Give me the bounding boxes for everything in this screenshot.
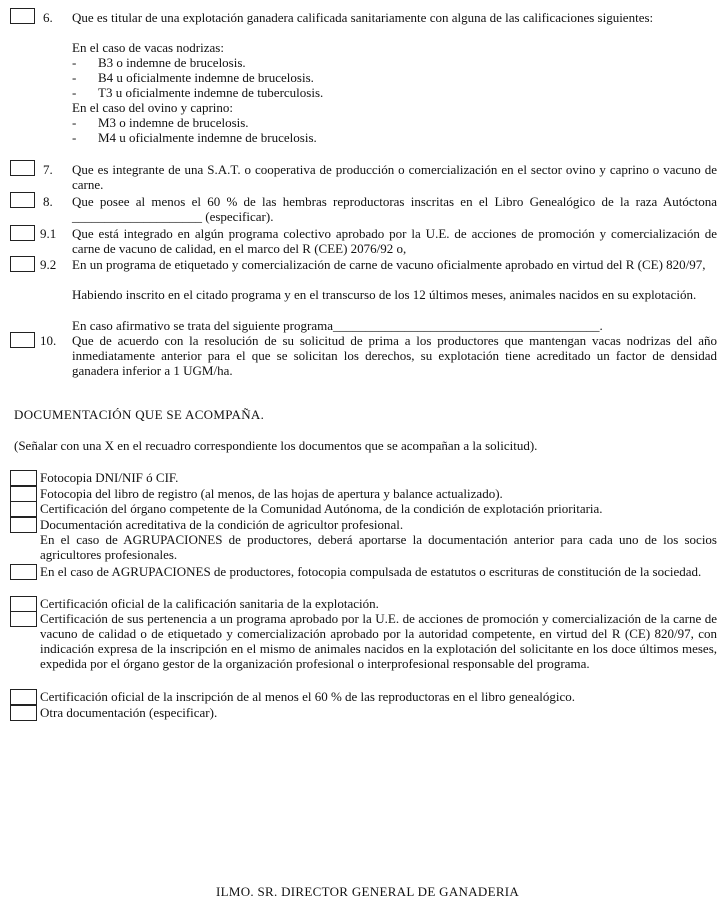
checkbox-doc-libro[interactable] [10,486,37,502]
item-7-text: Que es integrante de una S.A.T. o cooperativa de producción o comercialización en el sector ovino y caprino o vacuno de carne. [72,162,717,192]
doc-item: Fotocopia del libro de registro (al menos, de las hojas de apertura y balance actualizado). [40,486,503,501]
checkbox-item-9-2[interactable] [10,256,35,272]
doc-item: Certificación de sus pertenencia a un programa aprobado por la U.E. de acciones de promoción y comercialización de la carne de vacuno de calidad o de etiquetado y comercialización aprobado por la autoridad competente, en virtud del R (CE) 820/97, con indicación expresa de la inscripción en el mismo de animales nacidos en la explotación del solicitante en los doce últimos meses, expedida por el órgano gestor de la organización profesional o interprofesional responsable del programa. [40,611,717,671]
item-9-2-text2: Habiendo inscrito en el citado programa y en el transcurso de los 12 últimos meses, animales nacidos en su explotación. [72,287,697,302]
checkbox-doc-certificacion[interactable] [10,501,37,517]
doc-heading: DOCUMENTACIÓN QUE SE ACOMPAÑA. [14,407,265,422]
vacas-option: B3 o indemne de brucelosis. [98,55,246,70]
checkbox-item-8[interactable] [10,192,35,208]
item-number: 6. [43,10,53,25]
dash: - [72,130,77,145]
item-6-text: Que es titular de una explotación ganadera calificada sanitariamente con alguna de las calificaciones siguientes: [72,10,654,25]
vacas-option: B4 u oficialmente indemne de brucelosis. [98,70,314,85]
checkbox-doc-sanitaria[interactable] [10,596,37,612]
doc-item: Otra documentación (especificar). [40,705,218,720]
doc-instruction: (Señalar con una X en el recuadro correspondiente los documentos que se acompañan a la solicitud). [14,438,538,453]
checkbox-item-7[interactable] [10,160,35,176]
item-number: 10. [40,333,57,348]
dash: - [72,55,77,70]
item-number: 9.1 [40,226,57,241]
doc-item: Certificación oficial de la inscripción de al menos el 60 % de las reproductoras en el libro genealógico. [40,689,575,704]
vacas-option: T3 u oficialmente indemne de tuberculosis. [98,85,324,100]
checkbox-doc-programa[interactable] [10,611,37,627]
item-8-text: Que posee al menos el 60 % de las hembras reproductoras inscritas en el Libro Genealógico de la raza Autóctona ____________________ (especificar). [72,194,717,224]
checkbox-item-9-1[interactable] [10,225,35,241]
item-9-1-text: Que está integrado en algún programa colectivo aprobado por la U.E. de acciones de promoción y comercialización de carne de vacuno de calidad, en el marco del R (CEE) 2076/92 o, [72,226,717,256]
doc-item: En el caso de AGRUPACIONES de productores, fotocopia compulsada de estatutos o escrituras de constitución de la sociedad. [40,564,702,579]
ovino-option: M3 o indemne de brucelosis. [98,115,249,130]
checkbox-doc-genealogico[interactable] [10,689,37,705]
item-number: 7. [43,162,53,177]
doc-item: Documentación acreditativa de la condición de agricultor profesional. [40,517,404,532]
doc-item: Fotocopia DNI/NIF ó CIF. [40,470,179,485]
checkbox-item-6[interactable] [10,8,35,24]
dash: - [72,85,77,100]
checkbox-item-10[interactable] [10,332,35,348]
dash: - [72,115,77,130]
checkbox-doc-agricultor[interactable] [10,517,37,533]
item-9-2-text: En un programa de etiquetado y comercialización de carne de vacuno oficialmente aprobado en virtud del R (CE) 820/97, [72,257,706,272]
ovino-option: M4 u oficialmente indemne de brucelosis. [98,130,317,145]
item-number: 9.2 [40,257,57,272]
item-number: 8. [43,194,53,209]
vacas-label: En el caso de vacas nodrizas: [72,40,224,55]
checkbox-doc-dni[interactable] [10,470,37,486]
item-9-2-text3: En caso afirmativo se trata del siguiente programa_________________________________________. [72,318,603,333]
doc-item: Certificación oficial de la calificación sanitaria de la explotación. [40,596,379,611]
doc-note: En el caso de AGRUPACIONES de productores, deberá aportarse la documentación anterior para cada uno de los socios agricultores profesionales. [40,532,717,562]
dash: - [72,70,77,85]
checkbox-doc-agrupaciones[interactable] [10,564,37,580]
ovino-label: En el caso del ovino y caprino: [72,100,234,115]
footer-addressee: ILMO. SR. DIRECTOR GENERAL DE GANADERIA [216,884,520,899]
checkbox-doc-otra[interactable] [10,705,37,721]
item-10-text: Que de acuerdo con la resolución de su solicitud de prima a los productores que mantengan vacas nodrizas del año inmediatamente anterior para el que se solicitan los derechos, su explotación tiene acreditado un factor de densidad ganadera inferior a 1 UGM/ha. [72,333,717,378]
doc-item: Certificación del órgano competente de la Comunidad Autónoma, de la condición de explotación prioritaria. [40,501,603,516]
